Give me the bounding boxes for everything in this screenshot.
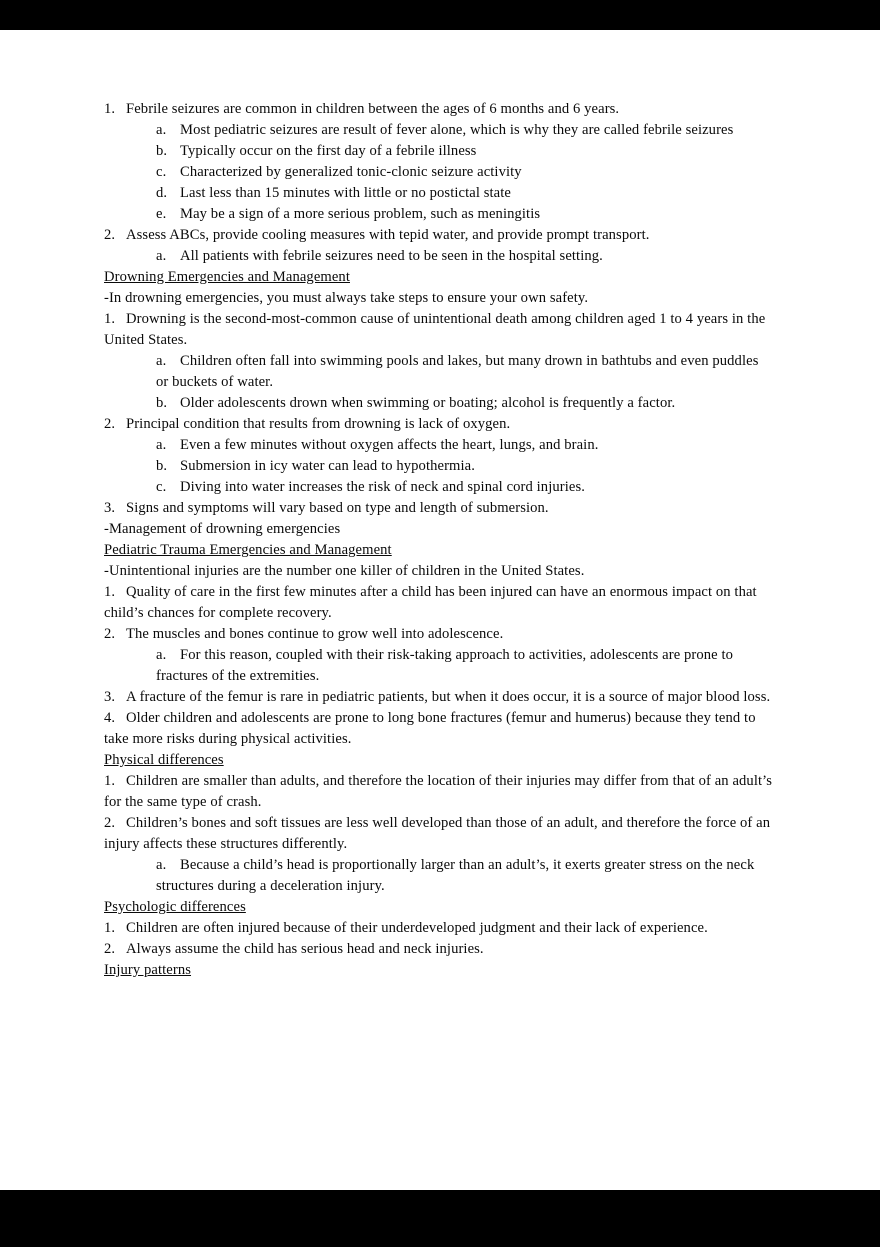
list-marker: 2.: [104, 815, 116, 831]
heading-text: Physical differences: [104, 752, 224, 768]
list-marker: 1.: [104, 920, 116, 936]
item-text: For this reason, coupled with their risk-taking approach to activities, adolescents are prone to fractures of the extremities.: [156, 647, 734, 684]
item-text: Most pediatric seizures are result of fever alone, which is why they are called febrile seizures: [180, 122, 734, 138]
list-marker: 3.: [104, 689, 116, 705]
item-text: Children are smaller than adults, and therefore the location of their injuries may differ from that of an adult’s for the same type of crash.: [104, 773, 773, 810]
list-marker: 3.: [104, 500, 116, 516]
item-text: Signs and symptoms will vary based on type and length of submersion.: [126, 500, 549, 516]
item-text: -Unintentional injuries are the number one killer of children in the United States.: [104, 563, 585, 579]
item-text: Quality of care in the first few minutes after a child has been injured can have an enormous impact on that child’s chances for complete recovery.: [104, 584, 757, 621]
bottom-letterbox-bar: [0, 1190, 880, 1247]
list-marker: 1.: [104, 773, 116, 789]
list-marker: c.: [156, 164, 167, 180]
numbered-list-item: [104, 813, 774, 855]
numbered-list-item: [104, 309, 774, 351]
section-heading: [104, 960, 774, 981]
numbered-list-item: [104, 624, 774, 645]
list-marker: 2.: [104, 416, 116, 432]
list-marker: a.: [156, 857, 167, 873]
lettered-sub-item: [104, 162, 774, 183]
list-marker: a.: [156, 437, 167, 453]
numbered-list-item: [104, 498, 774, 519]
numbered-list-item: [104, 918, 774, 939]
lettered-sub-item: [104, 855, 774, 897]
note-line: [104, 561, 774, 582]
item-text: Febrile seizures are common in children between the ages of 6 months and 6 years.: [126, 101, 620, 117]
numbered-list-item: [104, 939, 774, 960]
lettered-sub-item: [104, 393, 774, 414]
heading-text: Pediatric Trauma Emergencies and Management: [104, 542, 392, 558]
section-heading: [104, 540, 774, 561]
lettered-sub-item: [104, 141, 774, 162]
list-marker: 1.: [104, 311, 116, 327]
list-marker: 1.: [104, 584, 116, 600]
item-text: All patients with febrile seizures need to be seen in the hospital setting.: [180, 248, 603, 264]
numbered-list-item: [104, 708, 774, 750]
list-marker: 2.: [104, 626, 116, 642]
numbered-list-item: [104, 99, 774, 120]
note-line: [104, 288, 774, 309]
lettered-sub-item: [104, 204, 774, 225]
lettered-sub-item: [104, 183, 774, 204]
list-marker: a.: [156, 248, 167, 264]
item-text: Children’s bones and soft tissues are less well developed than those of an adult, and therefore the force of an injury affects these structures differently.: [104, 815, 771, 852]
list-marker: 4.: [104, 710, 116, 726]
lettered-sub-item: [104, 246, 774, 267]
item-text: Typically occur on the first day of a febrile illness: [180, 143, 477, 159]
item-text: Characterized by generalized tonic-clonic seizure activity: [180, 164, 522, 180]
lettered-sub-item: [104, 120, 774, 141]
item-text: Children are often injured because of their underdeveloped judgment and their lack of experience.: [126, 920, 708, 936]
list-marker: b.: [156, 458, 168, 474]
item-text: A fracture of the femur is rare in pediatric patients, but when it does occur, it is a source of major blood loss.: [126, 689, 771, 705]
list-marker: b.: [156, 395, 168, 411]
item-text: May be a sign of a more serious problem, such as meningitis: [180, 206, 541, 222]
lettered-sub-item: [104, 351, 774, 393]
list-marker: 2.: [104, 227, 116, 243]
numbered-list-item: [104, 225, 774, 246]
lettered-sub-item: [104, 477, 774, 498]
item-text: Older children and adolescents are prone to long bone fractures (femur and humerus) because they tend to take more risks during physical activities.: [104, 710, 756, 747]
numbered-list-item: [104, 771, 774, 813]
heading-text: Drowning Emergencies and Management: [104, 269, 350, 285]
item-text: Older adolescents drown when swimming or boating; alcohol is frequently a factor.: [180, 395, 676, 411]
note-line: [104, 519, 774, 540]
section-heading: [104, 750, 774, 771]
list-marker: e.: [156, 206, 167, 222]
list-marker: a.: [156, 122, 167, 138]
document-content: [104, 99, 774, 981]
item-text: Even a few minutes without oxygen affects the heart, lungs, and brain.: [180, 437, 599, 453]
list-marker: d.: [156, 185, 168, 201]
top-letterbox-bar: [0, 0, 880, 30]
list-marker: b.: [156, 143, 168, 159]
item-text: Drowning is the second-most-common cause of unintentional death among children aged 1 to 4 years in the United States.: [104, 311, 766, 348]
item-text: Last less than 15 minutes with little or no postictal state: [180, 185, 511, 201]
heading-text: Injury patterns: [104, 962, 192, 978]
numbered-list-item: [104, 414, 774, 435]
lettered-sub-item: [104, 645, 774, 687]
item-text: Assess ABCs, provide cooling measures with tepid water, and provide prompt transport.: [126, 227, 650, 243]
item-text: Diving into water increases the risk of neck and spinal cord injuries.: [180, 479, 585, 495]
list-marker: a.: [156, 647, 167, 663]
item-text: Always assume the child has serious head and neck injuries.: [126, 941, 484, 957]
item-text: Children often fall into swimming pools and lakes, but many drown in bathtubs and even puddles or buckets of water.: [156, 353, 759, 390]
list-marker: 2.: [104, 941, 116, 957]
list-marker: a.: [156, 353, 167, 369]
lettered-sub-item: [104, 435, 774, 456]
numbered-list-item: [104, 687, 774, 708]
list-marker: 1.: [104, 101, 116, 117]
item-text: -Management of drowning emergencies: [104, 521, 341, 537]
lettered-sub-item: [104, 456, 774, 477]
item-text: Because a child’s head is proportionally larger than an adult’s, it exerts greater stress on the neck structures during a deceleration injury.: [156, 857, 755, 894]
item-text: Submersion in icy water can lead to hypothermia.: [180, 458, 475, 474]
item-text: -In drowning emergencies, you must always take steps to ensure your own safety.: [104, 290, 589, 306]
heading-text: Psychologic differences: [104, 899, 246, 915]
section-heading: [104, 267, 774, 288]
section-heading: [104, 897, 774, 918]
item-text: Principal condition that results from drowning is lack of oxygen.: [126, 416, 511, 432]
list-marker: c.: [156, 479, 167, 495]
numbered-list-item: [104, 582, 774, 624]
item-text: The muscles and bones continue to grow well into adolescence.: [126, 626, 504, 642]
